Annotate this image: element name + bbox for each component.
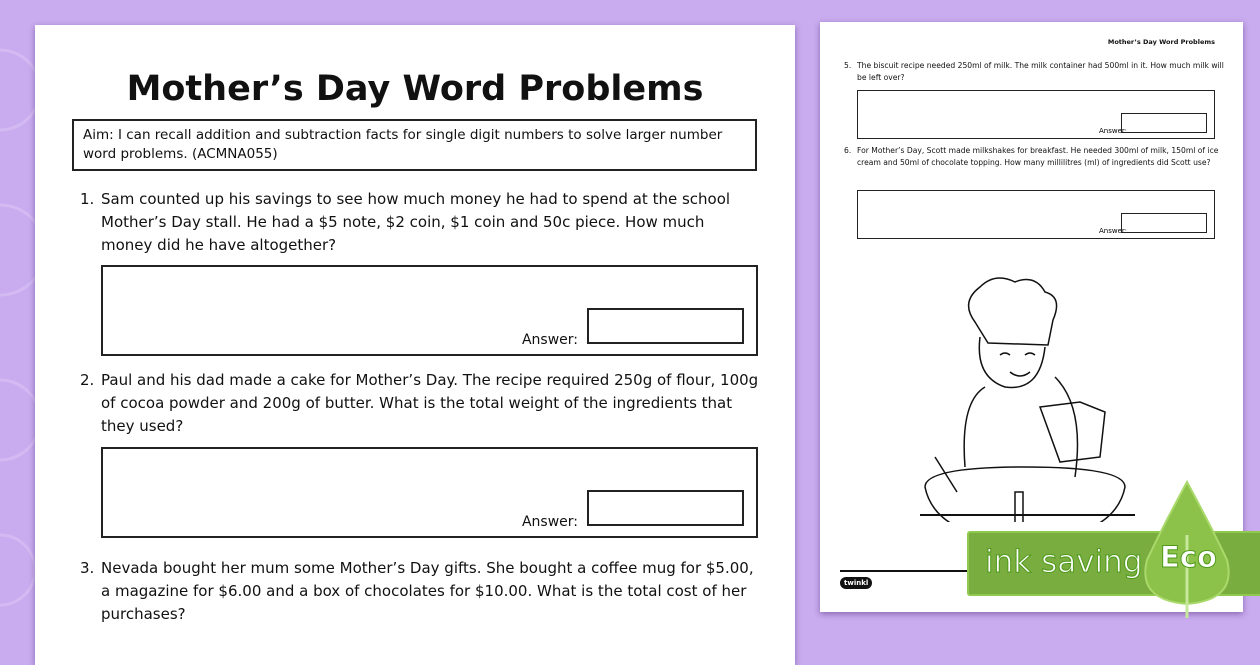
answer-label: Answer: <box>1098 227 1127 235</box>
question-number: 5. <box>844 61 852 70</box>
question-text: Paul and his dad made a cake for Mother’s Day. The recipe required 250g of flour, 100g of cocoa powder and 200g of butter. What is the total weight of the ingredients that they used? <box>101 371 759 435</box>
twinkl-logo: twinkl <box>840 577 872 589</box>
answer-field-1[interactable] <box>587 308 744 344</box>
answer-label: Answer: <box>521 332 578 348</box>
working-box-1[interactable] <box>101 265 758 356</box>
question-text: Nevada bought her mum some Mother’s Day gifts. She bought a coffee mug for $5.00, a magazine for $6.00 and a box of chocolates for $10.00. What is the total cost of her purchases? <box>101 559 754 623</box>
aim-box: Aim: I can recall addition and subtraction facts for single digit numbers to solve larger number word problems. (ACMNA055) <box>72 119 757 171</box>
question-text: For Mother’s Day, Scott made milkshakes for breakfast. He needed 300ml of milk, 150ml of ice cream and 50ml of chocolate topping. How many millilitres (ml) of ingredients did Scott use? <box>857 146 1219 167</box>
page-title: Mother’s Day Word Problems <box>126 69 704 109</box>
flower-decoration <box>0 0 40 630</box>
answer-label: Answer: <box>521 514 578 530</box>
eco-label: Eco <box>1160 540 1217 574</box>
question-number: 1. <box>80 190 95 208</box>
worksheet-page-1 <box>35 25 795 665</box>
answer-field-5[interactable] <box>1121 113 1207 133</box>
page-header: Mother’s Day Word Problems <box>1107 38 1215 46</box>
question-text: The biscuit recipe needed 250ml of milk. The milk container had 500ml in it. How much milk will be left over? <box>857 61 1224 82</box>
question-number: 3. <box>80 559 95 577</box>
answer-field-6[interactable] <box>1121 213 1207 233</box>
question-number: 2. <box>80 371 95 389</box>
chef-illustration <box>915 277 1145 522</box>
question-5 <box>844 60 1224 84</box>
working-box-5[interactable] <box>857 90 1215 139</box>
question-number: 6. <box>844 146 852 155</box>
working-box-6[interactable] <box>857 190 1215 239</box>
working-box-2[interactable] <box>101 447 758 538</box>
answer-label: Answer: <box>1098 127 1127 135</box>
divider-line <box>840 570 970 572</box>
question-3 <box>80 557 760 626</box>
question-2 <box>80 369 760 438</box>
question-6 <box>844 145 1224 169</box>
ink-saving-label: ink saving <box>985 544 1143 580</box>
question-text: Sam counted up his savings to see how much money he had to spend at the school Mother’s Day stall. He had a $5 note, $2 coin, $1 coin and 50c piece. How much money did he have altogether? <box>101 190 731 254</box>
question-1 <box>80 188 760 257</box>
answer-field-2[interactable] <box>587 490 744 526</box>
